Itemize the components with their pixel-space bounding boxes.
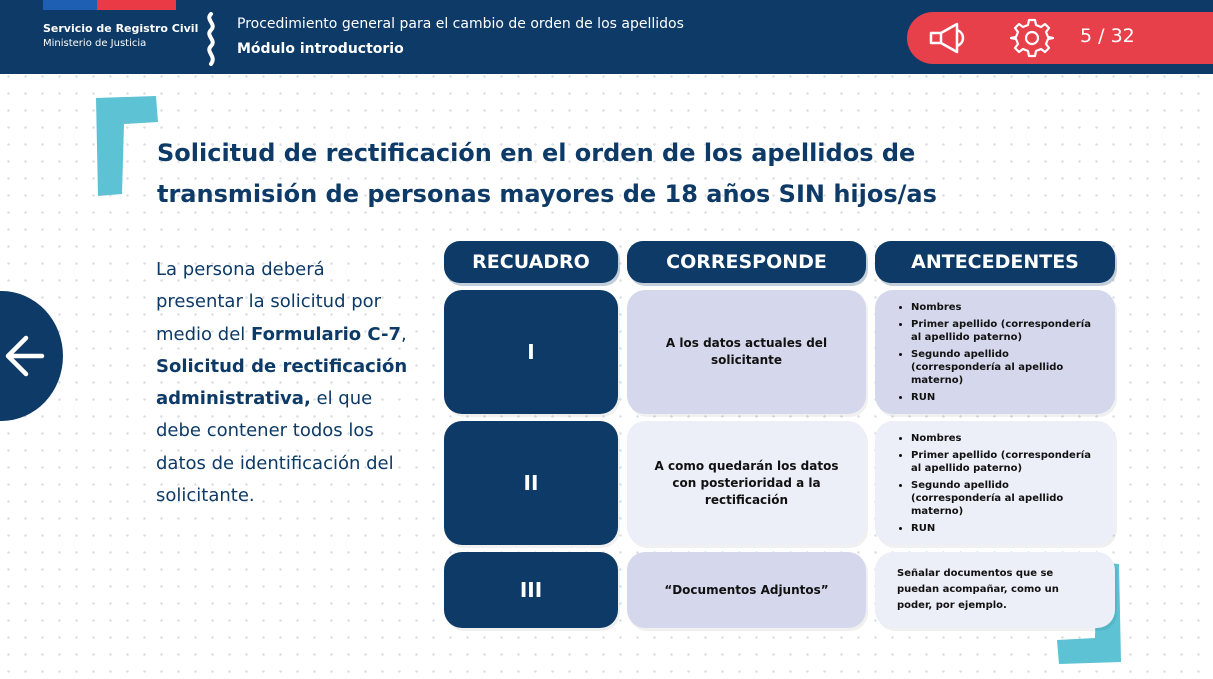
header-antecedentes: ANTECEDENTES <box>875 241 1115 283</box>
corresponde-text: “Documentos Adjuntos” <box>664 582 829 597</box>
settings-gear-icon <box>1010 17 1054 59</box>
list-item: Primer apellido (correspondería al apellido paterno) <box>875 449 1115 475</box>
audio-button[interactable] <box>925 17 969 59</box>
instruction-paragraph <box>156 254 416 512</box>
top-bar <box>0 0 1213 74</box>
list-item: Nombres <box>875 432 1115 445</box>
paragraph-text: La persona deberá presentar la solicitud por medio del <box>156 259 382 345</box>
list-item: RUN <box>875 391 1115 404</box>
brand-divider-icon <box>203 12 219 66</box>
table-row-2-corresponde <box>627 421 866 545</box>
player-controls <box>907 12 1213 64</box>
paragraph-text: el que debe contener todos los datos de identificación del solicitante. <box>156 388 394 507</box>
table-row-2-antecedentes <box>875 421 1115 545</box>
heading-line-2: transmisión de personas mayores de 18 años SIN hijos/as <box>157 180 937 208</box>
antecedentes-list <box>875 432 1115 539</box>
antecedentes-text: Señalar documentos que se puedan acompañar, como un poder, por ejemplo. <box>897 568 1059 611</box>
list-item: Segundo apellido (correspondería al apellido materno) <box>875 479 1115 518</box>
heading-line-1: Solicitud de rectificación en el orden de los apellidos de <box>157 139 916 167</box>
module-title: Módulo introductorio <box>237 41 404 57</box>
flag-stripe <box>43 0 176 10</box>
brand-name: Servicio de Registro Civil <box>43 22 199 35</box>
table-row-3-recuadro: III <box>444 552 618 628</box>
antecedentes-list <box>875 301 1115 408</box>
form-title: Solicitud de rectificación administrativa, <box>156 355 408 410</box>
table-row-1-antecedentes <box>875 290 1115 414</box>
flag-blue <box>43 0 97 10</box>
brand-ministry: Ministerio de Justicia <box>43 38 147 49</box>
corner-bracket-top-left <box>94 96 158 196</box>
header-corresponde: CORRESPONDE <box>627 241 866 283</box>
corresponde-text: A como quedarán los datos con posterioridad a la rectificación <box>654 458 839 507</box>
header-recuadro: RECUADRO <box>444 241 618 283</box>
page-counter: 5 / 32 <box>1080 25 1135 47</box>
arrow-left-icon <box>2 329 56 383</box>
settings-button[interactable] <box>1010 17 1054 59</box>
table-row-3-corresponde <box>627 552 866 628</box>
form-name: Formulario C-7 <box>251 323 401 345</box>
list-item: RUN <box>875 522 1115 535</box>
list-item: Segundo apellido (correspondería al apellido materno) <box>875 348 1115 387</box>
list-item: Nombres <box>875 301 1115 314</box>
course-title: Procedimiento general para el cambio de orden de los apellidos <box>237 16 684 32</box>
table-row-2-recuadro: II <box>444 421 618 545</box>
slide-heading <box>157 133 957 215</box>
list-item: Primer apellido (correspondería al apellido paterno) <box>875 318 1115 344</box>
audio-megaphone-icon <box>925 17 969 59</box>
paragraph-text: , <box>401 323 407 345</box>
table-row-1-recuadro: I <box>444 290 618 414</box>
corresponde-text: A los datos actuales del solicitante <box>665 336 828 367</box>
back-button[interactable] <box>0 291 63 421</box>
table-row-3-antecedentes <box>875 552 1115 628</box>
flag-red <box>97 0 176 10</box>
table-row-1-corresponde <box>627 290 866 414</box>
